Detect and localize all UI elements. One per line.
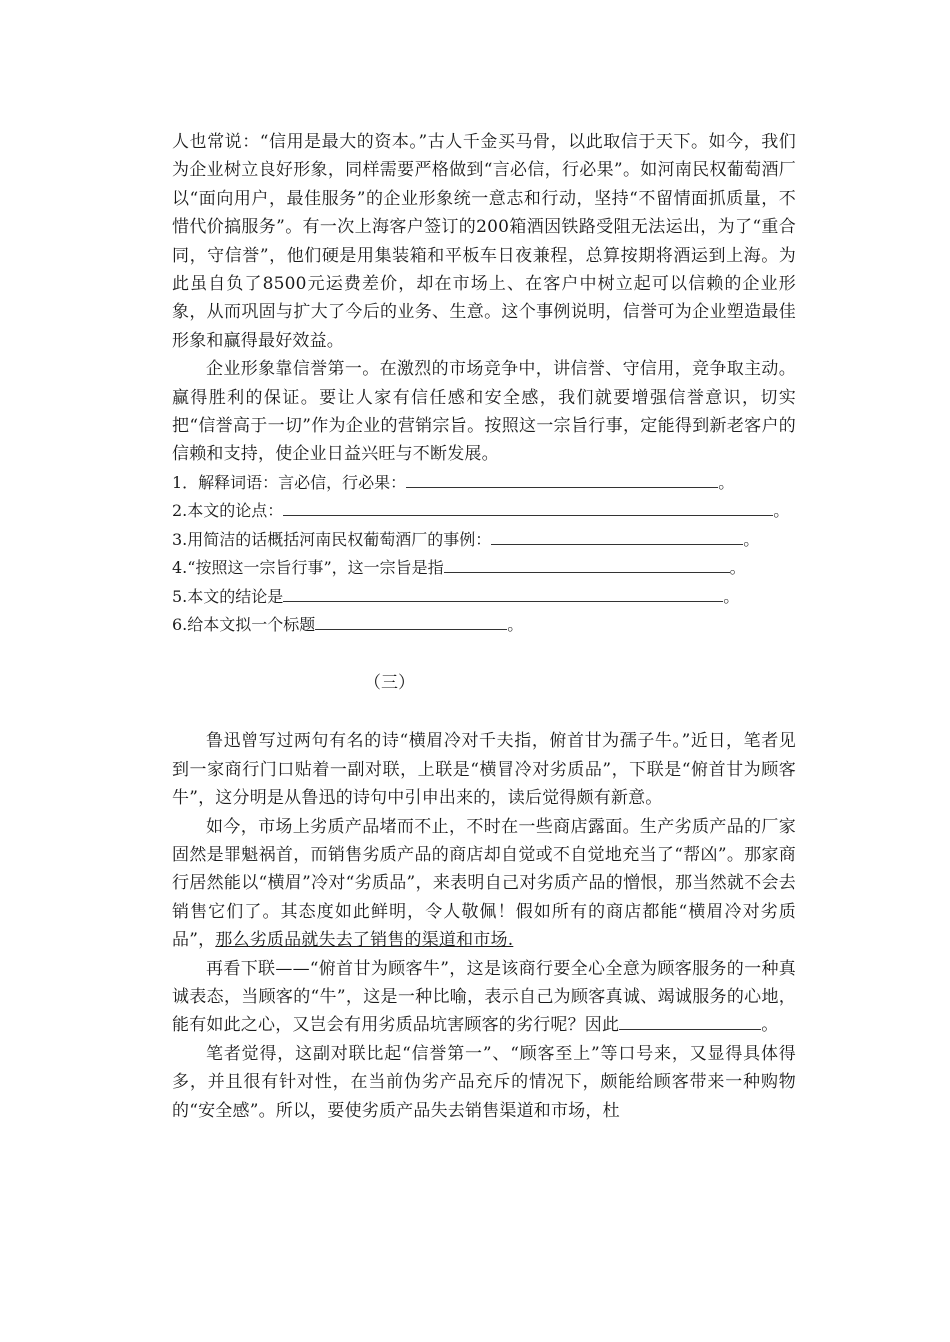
part3-paragraph-3-end: 。	[761, 1015, 779, 1036]
question-3-blank[interactable]	[491, 528, 743, 545]
underlined-sentence: 那么劣质品就失去了销售的渠道和市场.	[215, 930, 514, 951]
question-6-end: 。	[507, 614, 524, 634]
part3-paragraph-1: 鲁迅曾写过两句有名的诗“横眉冷对千夫指，俯首甘为孺子牛。”近日，笔者见到一家商行门口贴着一副对联，上联是“横冒冷对劣质品”，下联是“俯首甘为顾客牛”，这分明是从鲁迅的诗句中引申出来的，读后觉得颇有新意。	[172, 731, 796, 809]
question-4-blank[interactable]	[444, 556, 730, 573]
question-5	[172, 583, 796, 611]
part3-paragraph-2	[172, 813, 796, 955]
part3-paragraph-3-text: 再看下联——“俯首甘为顾客牛”，这是该商行要全心全意为顾客服务的一种真诚表态，当顾客的“牛”，这是一种比喻，表示自己为顾客真诚、竭诚服务的心地，能有如此之心，又岂会有用劣质品坑害顾客的劣行呢？因此	[172, 958, 796, 1036]
question-3-end: 。	[743, 529, 760, 549]
question-6	[172, 611, 796, 639]
question-1	[172, 469, 796, 497]
part3-paragraph-2-text: 如今，市场上劣质产品堵而不止，不时在一些商店露面。生产劣质产品的厂家固然是罪魁祸首，而销售劣质产品的商店却自觉或不自觉地充当了“帮凶”。那家商行居然能以“横眉”冷对“劣质品”，来表明自己对劣质产品的憎恨，那当然就不会去销售它们了。其态度如此鲜明，令人敬佩！假如所有的商店都能“横眉冷对劣质品”，	[172, 816, 796, 951]
document-page	[172, 128, 796, 1125]
part3-paragraph-3	[172, 955, 796, 1040]
question-6-text: 6.给本文拟一个标题	[172, 614, 316, 634]
question-6-blank[interactable]	[315, 613, 507, 630]
question-5-text: 5.本文的结论是	[172, 586, 284, 606]
question-2-text: 2.本文的论点：	[172, 501, 284, 521]
question-2-end: 。	[773, 501, 790, 521]
paragraph-3-blank[interactable]	[619, 1013, 761, 1030]
question-4-end: 。	[729, 558, 746, 578]
question-1-end: 。	[718, 472, 735, 492]
question-4	[172, 554, 796, 582]
question-3	[172, 526, 796, 554]
question-1-blank[interactable]	[406, 471, 718, 488]
part2-paragraph-1: 人也常说：“信用是最大的资本。”古人千金买马骨，以此取信于天下。如今，我们为企业树立良好形象，同样需要严格做到“言必信，行必果”。如河南民权葡萄酒厂以“面向用户，最佳服务”的企业形象统一意志和行动，坚持“不留情面抓质量，不惜代价搞服务”。有一次上海客户签订的200箱酒因铁路受阻无法运出，为了“重合同，守信誉”，他们硬是用集装箱和平板车日夜兼程，总算按期将酒运到上海。为此虽自负了8500元运费差价，却在市场上、在客户中树立起可以信赖的企业形象，从而巩固与扩大了今后的业务、生意。这个事例说明，信誉可为企业塑造最佳形象和赢得最好效益。	[172, 132, 796, 351]
section-title-three: （三）	[364, 673, 415, 694]
question-4-text: 4.“按照这一宗旨行事”，这一宗旨是指	[172, 558, 444, 578]
question-5-blank[interactable]	[283, 585, 723, 602]
question-2-blank[interactable]	[283, 499, 773, 516]
question-1-text: 1．解释词语：言必信，行必果：	[172, 472, 407, 492]
question-3-text: 3.用简洁的话概括河南民权葡萄酒厂的事例：	[172, 529, 492, 549]
part2-paragraph-2: 企业形象靠信誉第一。在激烈的市场竞争中，讲信誉、守信用，竞争取主动。赢得胜利的保证。要让人家有信任感和安全感，我们就要增强信誉意识，切实把“信誉高于一切”作为企业的营销宗旨。按照这一宗旨行事，定能得到新老客户的信赖和支持，使企业日益兴旺与不断发展。	[172, 359, 796, 465]
question-5-end: 。	[723, 586, 740, 606]
part3-paragraph-4: 笔者觉得，这副对联比起“信誉第一”、“顾客至上”等口号来，又显得具体得多，并且很有针对性，在当前伪劣产品充斥的情况下，颇能给顾客带来一种购物的“安全感”。所以，要使劣质产品失去销售渠道和市场，杜	[172, 1043, 796, 1121]
question-2	[172, 497, 796, 525]
